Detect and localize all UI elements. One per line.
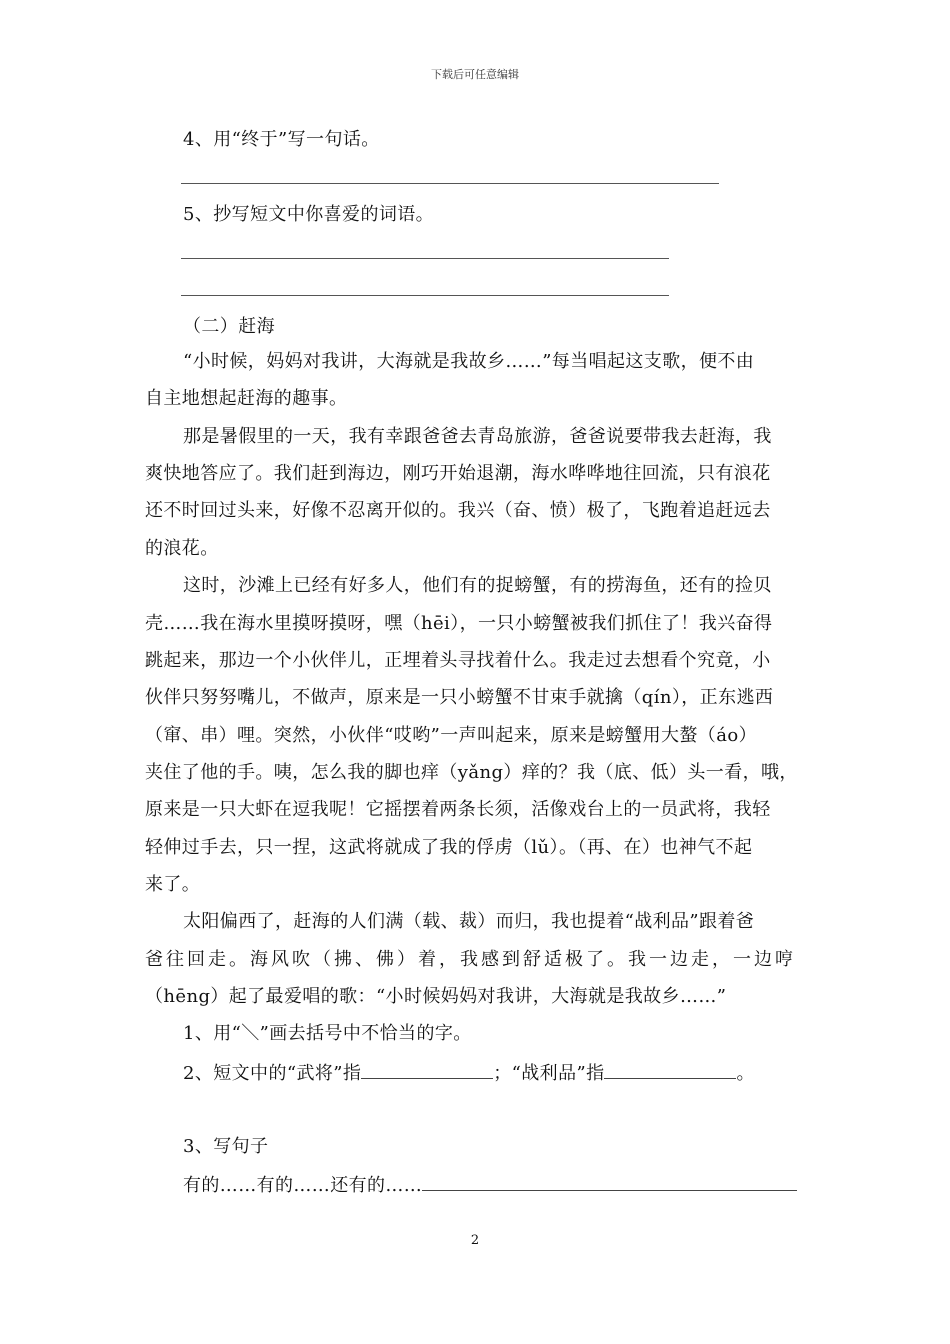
para-line: 自主地想起赶海的趣事。 [145,388,348,409]
para-line: 原来是一只大虾在逗我呢！它摇摆着两条长须，活像戏台上的一员武将，我轻 [145,799,771,820]
answer-blank-sentence[interactable] [422,1172,797,1191]
para-line: 轻伸过手去，只一捏，这武将就成了我的俘虏（lǔ）。（再、在）也神气不起 [145,837,753,858]
para-line: 太阳偏西了，赶海的人们满（载、裁）而归，我也提着“战利品”跟着爸 [183,911,755,932]
para-line: 爽快地答应了。我们赶到海边，刚巧开始退潮，海水哗哗地往回流，只有浪花 [145,463,771,484]
question-3: 3、写句子 [183,1136,269,1157]
para-line: 这时，沙滩上已经有好多人，他们有的捉螃蟹，有的捞海鱼，还有的捡贝 [183,575,772,596]
para-line: 伙伴只努努嘴儿，不做声，原来是一只小螃蟹不甘束手就擒（qín），正东逃西 [145,687,774,708]
para-line: 夹住了他的手。咦，怎么我的脚也痒（yǎng）痒的？我（底、低）头一看，哦， [145,762,798,783]
para-line: “小时候，妈妈对我讲，大海就是我故乡……”每当唱起这支歌，便不由 [183,351,755,372]
answer-line-q4 [181,183,719,184]
section-title: （二）赶海 [183,316,275,337]
para-line: 跳起来，那边一个小伙伴儿，正埋着头寻找着什么。我走过去想看个究竟，小 [145,650,771,671]
para-line: 爸往回走。海风吹（拂、佛）着，我感到舒适极了。我一边走，一边哼 [145,949,796,970]
page-header: 下载后可任意编辑 [431,68,519,81]
question-2-end: 。 [736,1063,755,1084]
question-3-prompt: 有的……有的……还有的…… [183,1175,423,1196]
para-line: 的浪花。 [145,538,219,559]
para-line: 那是暑假里的一天，我有幸跟爸爸去青岛旅游，爸爸说要带我去赶海，我 [183,426,772,447]
para-line: 来了。 [145,874,201,895]
question-5: 5、抄写短文中你喜爱的词语。 [183,204,435,225]
answer-blank-zhanlipin[interactable] [604,1060,736,1079]
page-number: 2 [470,1233,480,1248]
question-2-part-b: ；“战利品”指 [493,1063,605,1084]
answer-line-q5-2 [181,295,669,296]
answer-line-q5-1 [181,258,669,259]
question-2 [183,1060,853,1086]
para-line: 壳……我在海水里摸呀摸呀，嘿（hēi），一只小螃蟹被我们抓住了！我兴奋得 [145,613,773,634]
question-1: 1、用“＼”画去括号中不恰当的字。 [183,1023,472,1044]
question-4: 4、用“终于”写一句话。 [183,129,380,150]
para-line: 还不时回过头来，好像不忍离开似的。我兴（奋、愤）极了，飞跑着追赶远去 [145,500,771,521]
question-3-sentence [183,1172,853,1198]
question-2-part-a: 2、短文中的“武将”指 [183,1063,362,1084]
para-line: （窜、串）哩。突然，小伙伴“哎哟”一声叫起来，原来是螃蟹用大螯（áo） [145,725,757,746]
para-line: （hēng）起了最爱唱的歌：“小时候妈妈对我讲，大海就是我故乡……” [145,986,727,1007]
answer-blank-wujiang[interactable] [361,1060,493,1079]
